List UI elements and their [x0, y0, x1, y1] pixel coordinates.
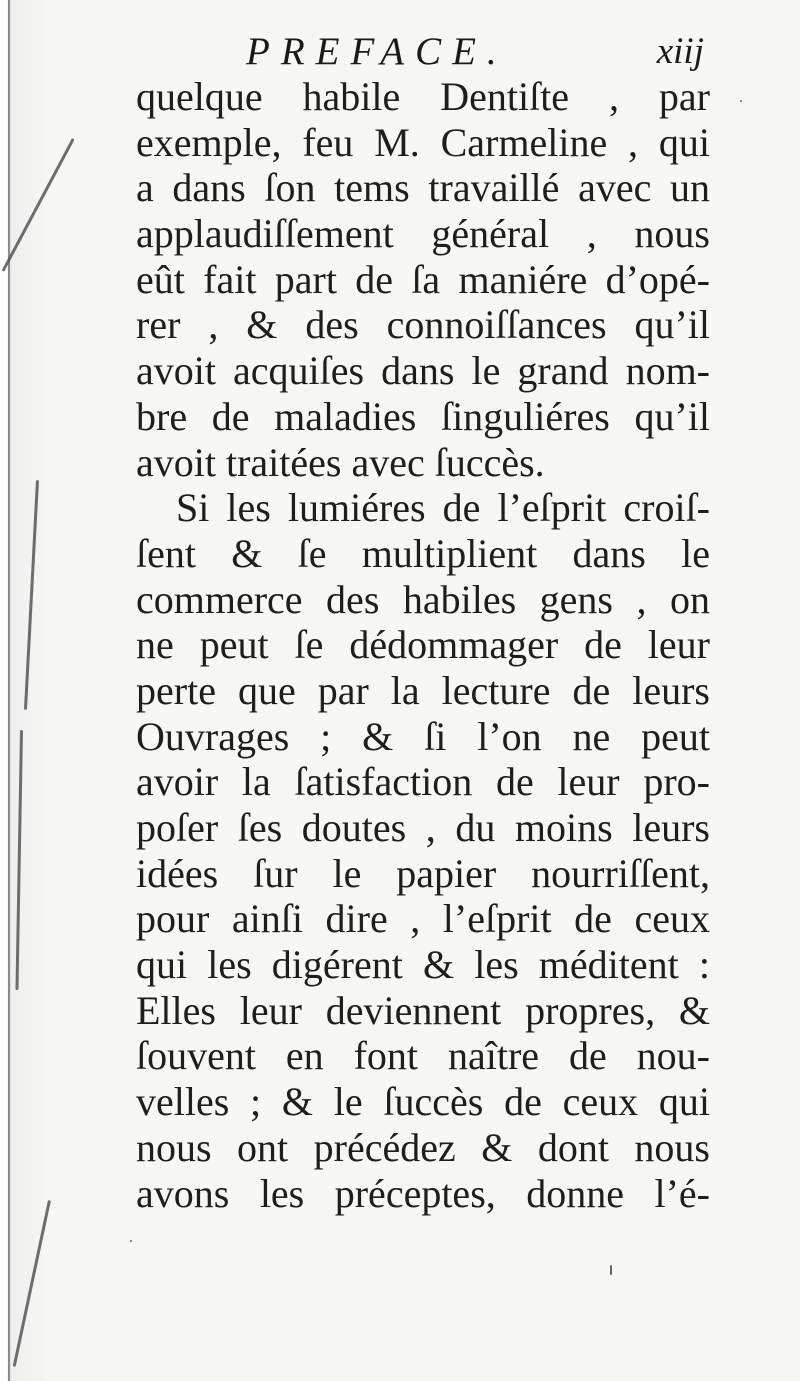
text-line: nous ont précédez & dont nous	[136, 1124, 710, 1170]
text-line: commerce des habiles gens , on	[136, 576, 710, 622]
text-line: avoir la ſatisfaction de leur pro-	[136, 759, 710, 805]
text-line: avoit acquiſes dans le grand nom-	[136, 348, 710, 394]
body-text	[136, 74, 710, 1216]
running-head: PREFACE.	[246, 30, 508, 73]
text-line: a dans ſon tems travaillé avec un	[136, 165, 710, 211]
text-line: qui les digérent & les méditent :	[136, 942, 710, 988]
text-line: pour ainſi dire , l’eſprit de ceux	[136, 896, 710, 942]
text-line: Elles leur deviennent propres, &	[136, 987, 710, 1033]
text-line: ſouvent en font naître de nou-	[136, 1033, 710, 1079]
paper-speck	[130, 1240, 132, 1242]
text-line: velles ; & le ſuccès de ceux qui	[136, 1079, 710, 1125]
text-line: bre de maladies ſinguliéres qu’il	[136, 393, 710, 439]
text-line: avons les préceptes, donne l’é-	[136, 1170, 710, 1216]
text-line: Si les lumiéres de l’eſprit croiſ-	[176, 485, 710, 531]
binding-edge	[8, 0, 10, 1381]
page-number: xiij	[656, 31, 704, 72]
text-line: poſer ſes doutes , du moins leurs	[136, 805, 710, 850]
text-line: Ouvrages ; & ſi l’on ne peut	[136, 713, 710, 759]
text-line: avoit traitées avec ſuccès.	[136, 439, 545, 485]
text-line: exemple, feu M. Carmeline , qui	[136, 119, 710, 165]
text-line: ſent & ſe multiplient dans le	[136, 530, 710, 576]
paper-speck	[740, 100, 742, 102]
page-header	[246, 26, 716, 78]
text-line: idées ſur le papier nourriſſent,	[136, 850, 710, 896]
paper-speck	[610, 1265, 612, 1275]
text-line: applaudiſſement général , nous	[136, 211, 710, 257]
text-line: ne peut ſe dédommager de leur	[136, 622, 710, 668]
text-line: perte que par la lecture de leurs	[136, 667, 710, 713]
text-line: quelque habile Dentiſte , par	[136, 74, 710, 119]
text-line: eût fait part de ſa maniére d’opé-	[136, 256, 710, 302]
text-line: rer , & des connoiſſances qu’il	[136, 302, 710, 348]
